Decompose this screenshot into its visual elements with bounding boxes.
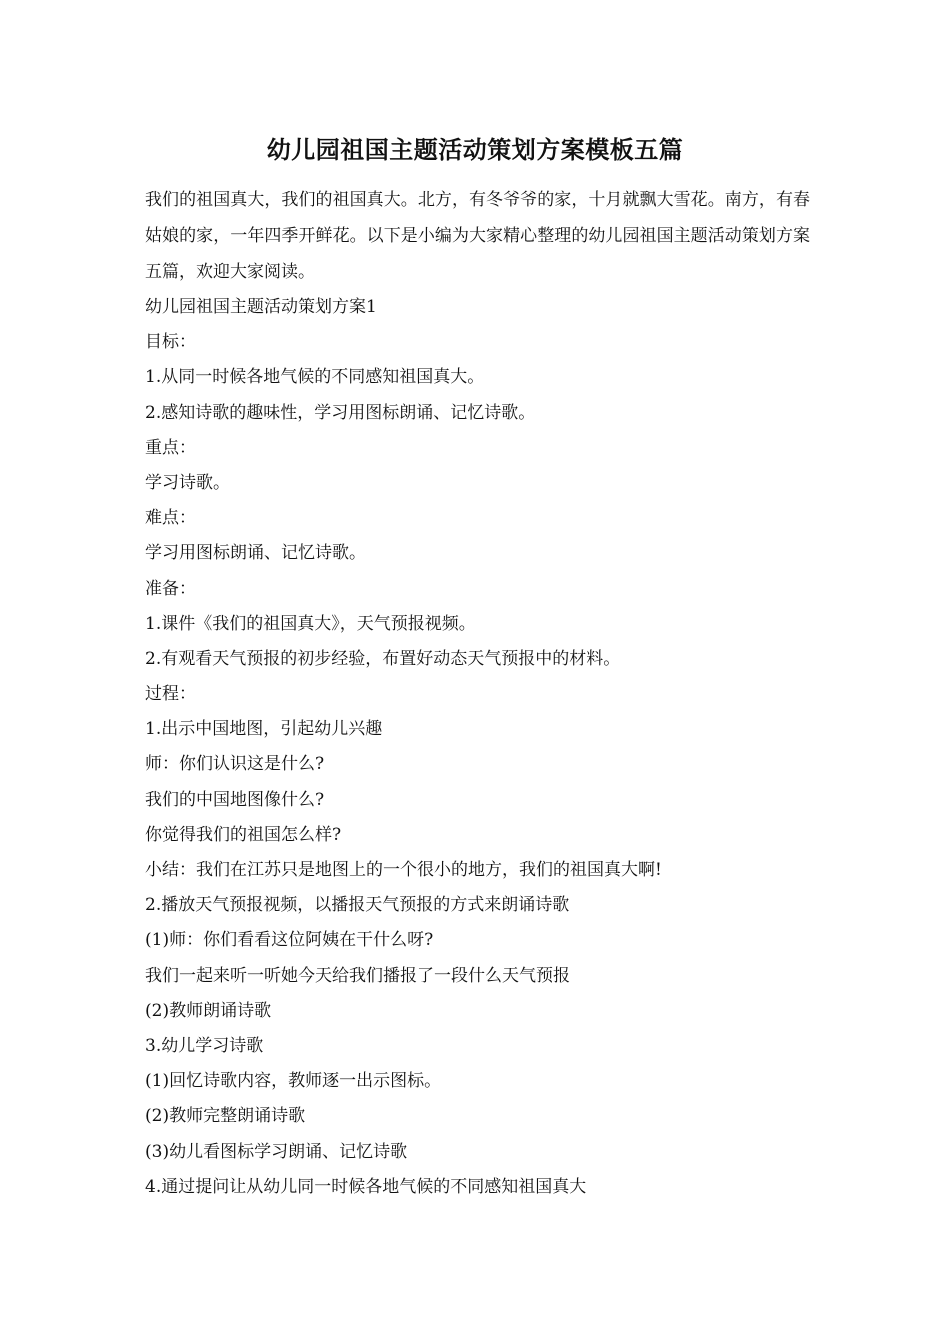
content-lines	[145, 290, 810, 1205]
text-line: (2)教师朗诵诗歌	[145, 1000, 272, 1021]
text-line: 我们一起来听一听她今天给我们播报了一段什么天气预报	[145, 965, 570, 986]
text-line: 4.通过提问让从幼儿同一时候各地气候的不同感知祖国真大	[145, 1176, 587, 1197]
text-line: 难点：	[145, 508, 196, 529]
document-title: 幼儿园祖国主题活动策划方案模板五篇	[266, 135, 684, 164]
text-line: 重点：	[145, 437, 196, 458]
text-line: 我们的中国地图像什么?	[145, 789, 325, 810]
text-line: (1)师：你们看看这位阿姨在干什么呀?	[145, 930, 434, 951]
text-line: 1.课件《我们的祖国真大》，天气预报视频。	[145, 613, 476, 634]
text-line: 学习诗歌。	[145, 472, 230, 493]
text-line: 2.播放天气预报视频，以播报天气预报的方式来朗诵诗歌	[145, 895, 570, 916]
text-line: 小结：我们在江苏只是地图上的一个很小的地方，我们的祖国真大啊!	[145, 860, 662, 880]
text-line: 师：你们认识这是什么?	[145, 754, 325, 775]
text-line: (2)教师完整朗诵诗歌	[145, 1106, 306, 1127]
text-line: 你觉得我们的祖国怎么样?	[145, 824, 342, 845]
text-line: 学习用图标朗诵、记忆诗歌。	[145, 543, 366, 564]
text-line: 目标：	[145, 332, 196, 353]
text-line: 3.幼儿学习诗歌	[145, 1035, 264, 1056]
text-line: 过程：	[145, 684, 196, 705]
text-line: (3)幼儿看图标学习朗诵、记忆诗歌	[145, 1141, 408, 1162]
text-line: 2.感知诗歌的趣味性，学习用图标朗诵、记忆诗歌。	[145, 402, 536, 423]
section-heading: 幼儿园祖国主题活动策划方案1	[145, 297, 377, 317]
text-line: 1.出示中国地图，引起幼儿兴趣	[145, 719, 383, 740]
intro-paragraph: 我们的祖国真大，我们的祖国真大。北方，有冬爷爷的家，十月就飘大雪花。南方，有春姑娘的家，一年四季开鲜花。以下是小编为大家精心整理的幼儿园祖国主题活动策划方案五篇，欢迎大家阅读。	[145, 190, 810, 282]
text-line: (1)回忆诗歌内容，教师逐一出示图标。	[145, 1071, 442, 1092]
text-line: 准备：	[145, 578, 196, 599]
text-line: 2.有观看天气预报的初步经验，布置好动态天气预报中的材料。	[145, 648, 621, 669]
text-line: 1.从同一时候各地气候的不同感知祖国真大。	[145, 367, 485, 388]
